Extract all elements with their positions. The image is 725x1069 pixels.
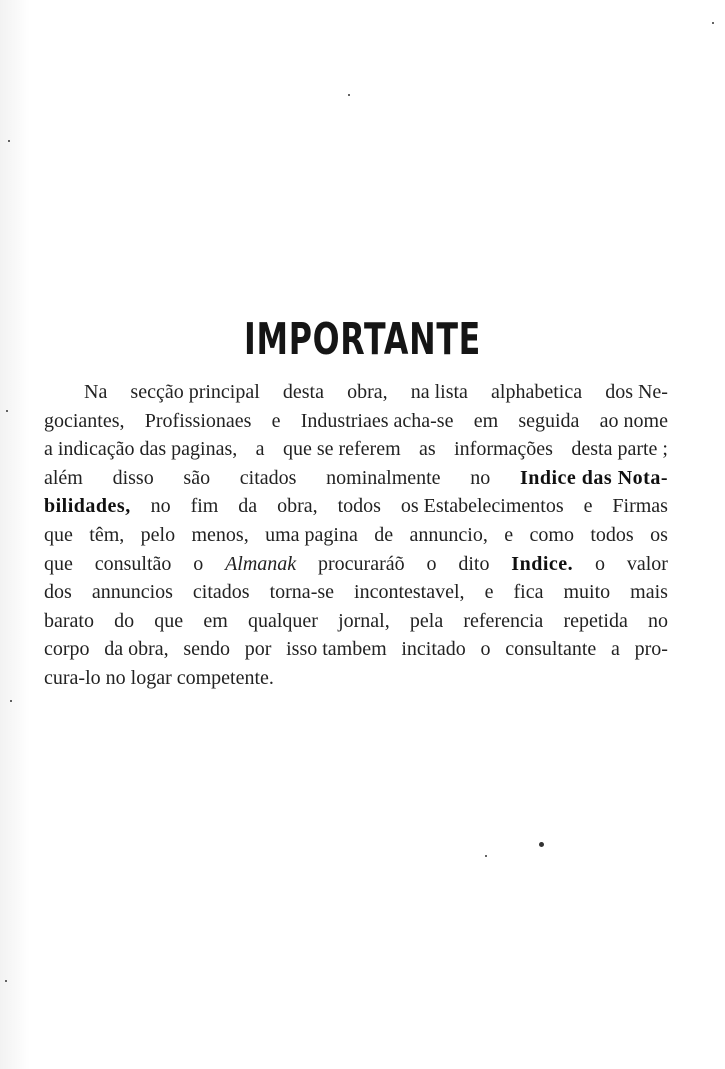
scan-speck (348, 94, 350, 96)
word: a (611, 638, 620, 661)
word: no (648, 609, 668, 632)
text-line (44, 492, 668, 521)
text-line (44, 578, 668, 607)
word: disso (112, 466, 154, 489)
text-line (44, 435, 668, 464)
word: e (583, 495, 593, 518)
index-reference-bold: bilidades, (44, 495, 131, 518)
word: sendo (183, 638, 231, 661)
word: no (150, 495, 171, 518)
word: da obra, (104, 638, 169, 661)
word: Industriaes acha-se (300, 409, 454, 432)
word: desta (282, 381, 324, 403)
word: todos (590, 523, 634, 546)
word: muito (563, 581, 611, 604)
text-line (44, 464, 668, 493)
word: repetida (563, 609, 628, 632)
word: consultão (94, 552, 172, 575)
word: consultante (505, 638, 597, 661)
word: em (473, 409, 499, 432)
word: de (374, 523, 394, 546)
scan-speck (712, 22, 714, 24)
word: no (470, 466, 491, 489)
word: procuraráõ (318, 552, 405, 575)
scan-speck (5, 980, 7, 982)
word: alphabetica (491, 381, 583, 403)
text-line (44, 607, 668, 636)
scan-speck (6, 410, 8, 412)
word: têm, (89, 523, 125, 546)
text-line (44, 550, 668, 579)
scan-speck (8, 140, 10, 142)
word: no logar (105, 666, 172, 689)
word: o (594, 552, 605, 575)
word: na lista (410, 381, 468, 403)
word: cura-lo (44, 666, 101, 689)
word: qualquer (247, 609, 318, 632)
word: jornal, (338, 609, 390, 632)
word: Firmas (612, 495, 668, 518)
word: a (255, 438, 265, 461)
word: o (480, 638, 491, 661)
text-line (44, 635, 668, 664)
word: como (529, 523, 574, 546)
word: gociantes, (44, 409, 125, 432)
index-reference-bold: Indice das Nota- (519, 466, 668, 489)
word: desta parte ; (571, 438, 668, 461)
word: além (44, 466, 83, 489)
word: fica (513, 581, 544, 604)
word: que se referem (282, 438, 401, 461)
almanak-italic: Almanak (225, 552, 297, 575)
word: por (244, 638, 272, 661)
word: annuncios (91, 581, 173, 604)
page-edge-shadow (0, 0, 30, 1069)
word: obra, (277, 495, 318, 518)
scan-speck (539, 842, 544, 847)
word: ao nome (599, 409, 668, 432)
word: incontestavel, (354, 581, 465, 604)
word: do (114, 609, 135, 632)
scan-speck (485, 855, 487, 857)
text-line (44, 664, 668, 693)
word: todos (337, 495, 381, 518)
word: e (271, 409, 281, 432)
word: competente. (176, 666, 274, 689)
word: em (203, 609, 228, 632)
text-line (44, 407, 668, 436)
word: referencia (463, 609, 544, 632)
word: informações (454, 438, 553, 461)
page-title: IMPORTANTE (243, 314, 482, 365)
word: os Estabelecimentos (400, 495, 564, 518)
word: pelo (140, 523, 176, 546)
index-reference-bold: Indice. (511, 552, 574, 575)
word: dos (44, 581, 72, 604)
word: valor (626, 552, 668, 575)
word: e (504, 523, 514, 546)
word: a indicação das paginas, (44, 438, 238, 461)
word: corpo (44, 638, 90, 661)
word: o (426, 552, 437, 575)
scan-speck (10, 700, 12, 702)
word: citados (192, 581, 250, 604)
word: e (484, 581, 494, 604)
word: nominalmente (326, 466, 441, 489)
word: isso tambem (286, 638, 387, 661)
word: que (44, 523, 73, 546)
word: seguida (518, 409, 580, 432)
word: citados (239, 466, 297, 489)
word: dos Ne- (605, 381, 668, 403)
notice-paragraph (44, 378, 668, 693)
word: barato (44, 609, 94, 632)
word: incitado (401, 638, 466, 661)
word: fim (190, 495, 219, 518)
word: mais (630, 581, 668, 604)
text-line (44, 378, 668, 407)
word: são (183, 466, 211, 489)
word: obra, (347, 381, 388, 403)
word: os (650, 523, 668, 546)
word: pro- (634, 638, 668, 661)
word: que (44, 552, 73, 575)
word: uma pagina (265, 523, 358, 546)
text-line (44, 521, 668, 550)
word: secção principal (130, 381, 260, 403)
word: torna-se (269, 581, 335, 604)
word: da (238, 495, 258, 518)
word: Profissionaes (144, 409, 252, 432)
word: pela (409, 609, 444, 632)
word: dito (458, 552, 490, 575)
word: annuncio, (409, 523, 488, 546)
word: o (193, 552, 204, 575)
word: menos, (191, 523, 249, 546)
word: as (419, 438, 436, 461)
word: Na (84, 381, 108, 403)
word: que (154, 609, 184, 632)
